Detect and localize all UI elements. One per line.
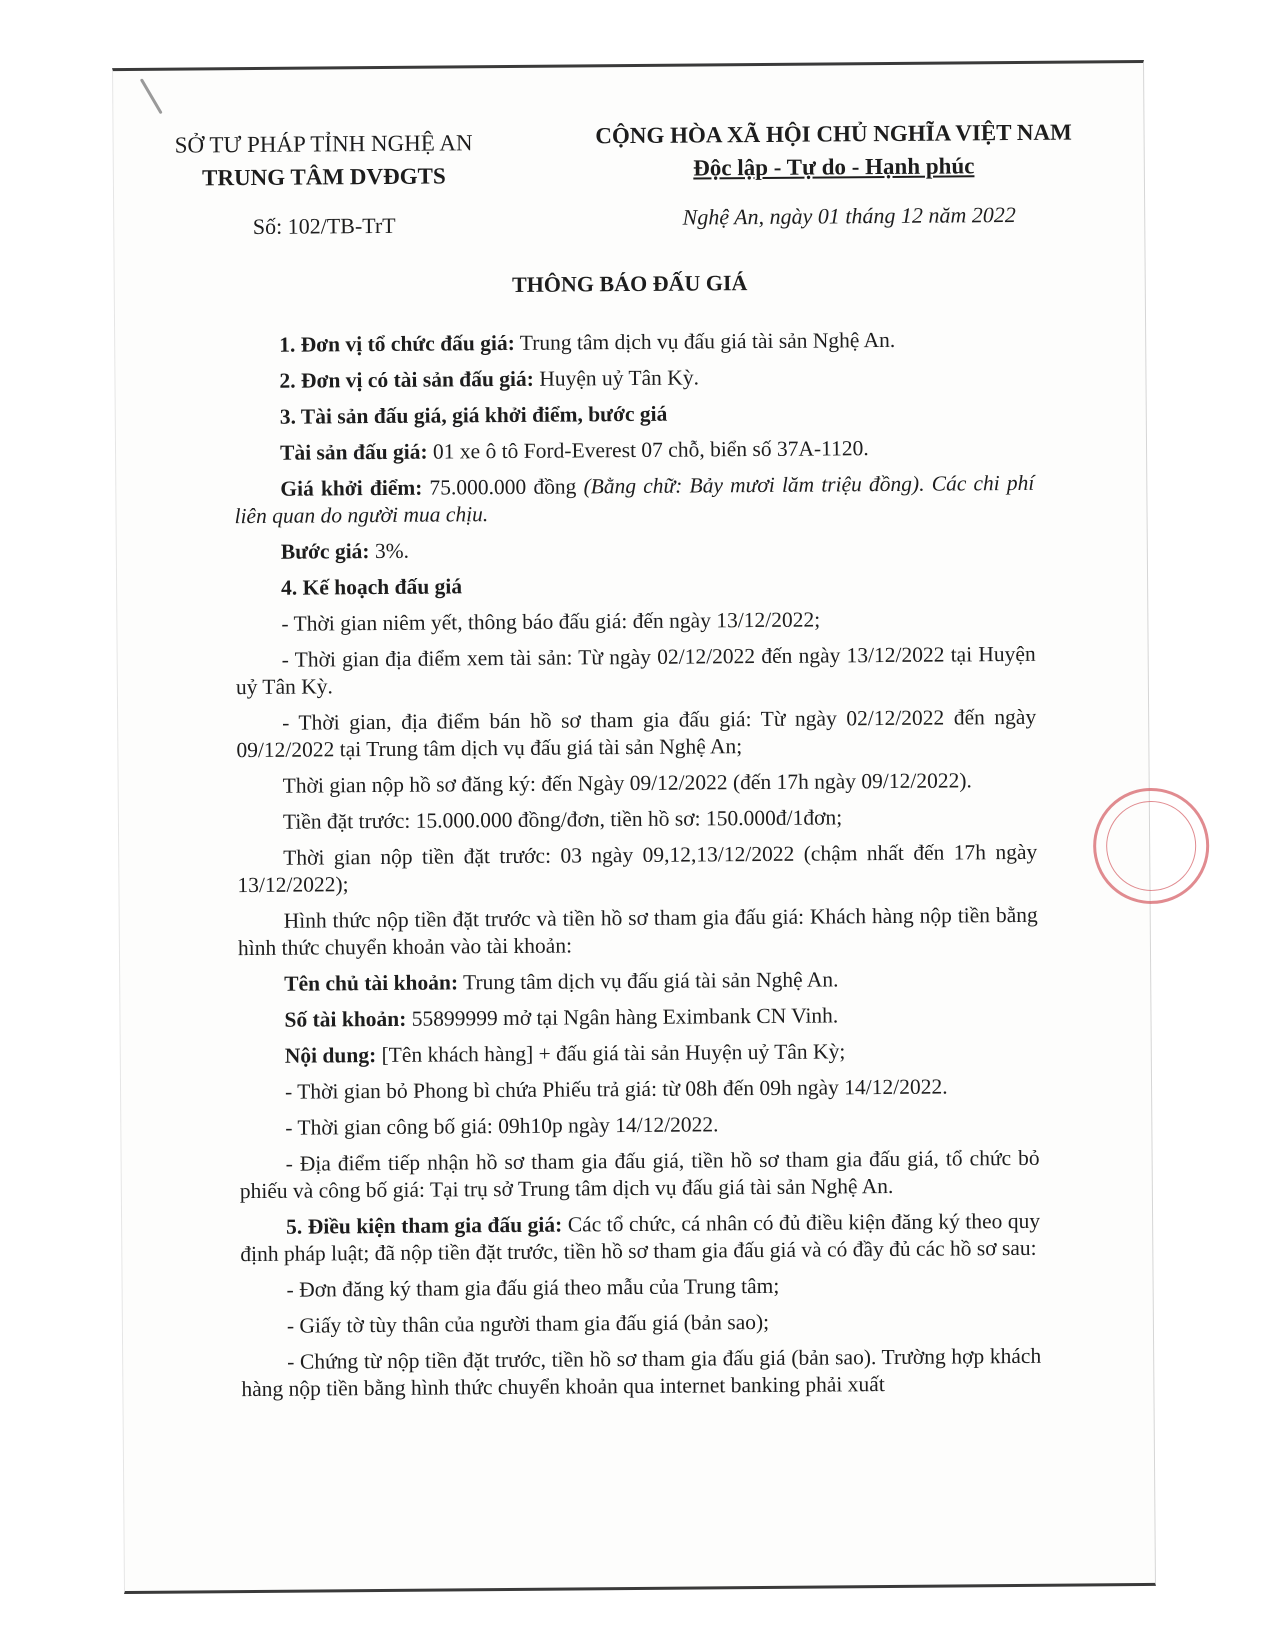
account-name-label: Tên chủ tài khoản:	[284, 970, 459, 996]
section-5-value: Các tổ chức, cá nhân có đủ điều kiện đăng ký theo quy định pháp luật; đã nộp tiền đặt trước, tiền hồ sơ tham gia đấu giá và có đầy đủ các hồ sơ sau:	[240, 1208, 1041, 1267]
section-3-heading	[234, 398, 1034, 431]
requirement-item: - Đơn đăng ký tham gia đấu giá theo mẫu của Trung tâm;	[286, 1273, 780, 1302]
transfer-content-line	[239, 1037, 1039, 1070]
section-5	[240, 1208, 1040, 1268]
plan-item: - Thời gian địa điểm xem tài sản: Từ ngày 02/12/2022 đến ngày 13/12/2022 tại Huyện uỷ Tân Kỳ.	[235, 641, 1036, 700]
section-2	[233, 362, 1033, 395]
price-step-line	[235, 533, 1035, 566]
starting-price-note: (Bằng chữ: Bảy mươi lăm triệu đồng). Các chi phí liên quan do người mua chịu.	[234, 470, 1035, 529]
account-number-label: Số tài khoản:	[284, 1006, 407, 1032]
reference-number: Số: 102/TB-TrT	[252, 212, 396, 239]
place-and-date: Nghệ An, ngày 01 tháng 12 năm 2022	[682, 201, 1016, 230]
org-line-1: SỞ TƯ PHÁP TỈNH NGHỆ AN	[174, 130, 473, 158]
asset-line	[234, 434, 1034, 467]
section-1	[233, 326, 1033, 359]
plan-item: Thời gian nộp tiền đặt trước: 03 ngày 09,12,13/12/2022 (chậm nhất đến 17h ngày 13/12/2022);	[237, 839, 1038, 898]
requirement-item: - Giấy tờ tùy thân của người tham gia đấu giá (bản sao);	[286, 1309, 770, 1338]
account-name-line	[238, 965, 1038, 998]
document-page	[112, 60, 1156, 1594]
section-4-heading	[235, 569, 1035, 602]
national-heading	[553, 115, 1114, 185]
asset-value: 01 xe ô tô Ford-Everest 07 chỗ, biển số 37A-1120.	[427, 436, 869, 464]
plan-item: - Thời gian bỏ Phong bì chứa Phiếu trả giá: từ 08h đến 09h ngày 14/12/2022.	[284, 1074, 948, 1104]
plan-item: - Địa điểm tiếp nhận hồ sơ tham gia đấu giá, tiền hồ sơ tham gia đấu giá, tổ chức bỏ phiếu và công bố giá: Tại trụ sở Trung tâm dịch vụ đấu giá tài sản Nghệ An.	[239, 1145, 1040, 1204]
account-name-value: Trung tâm dịch vụ đấu giá tài sản Nghệ An.	[457, 967, 839, 995]
plan-item: - Thời gian công bố giá: 09h10p ngày 14/12/2022.	[285, 1112, 719, 1140]
price-step-label: Bước giá:	[280, 539, 370, 564]
plan-item: Tiền đặt trước: 15.000.000 đồng/đơn, tiền hồ sơ: 150.000đ/1đơn;	[282, 805, 843, 834]
plan-item: - Thời gian niêm yết, thông báo đấu giá: đến ngày 13/12/2022;	[281, 607, 821, 636]
account-number-value: 55899999 mở tại Ngân hàng Eximbank CN Vinh.	[406, 1003, 839, 1031]
section-4-label: 4. Kế hoạch đấu giá	[281, 574, 463, 600]
transfer-content-value: [Tên khách hàng] + đấu giá tài sản Huyện uỷ Tân Kỳ;	[376, 1039, 846, 1068]
transfer-content-label: Nội dung:	[284, 1043, 377, 1068]
org-line-2: TRUNG TÂM DVĐGTS	[201, 163, 446, 191]
document-title: THÔNG BÁO ĐẤU GIÁ	[511, 270, 748, 297]
section-5-label: 5. Điều kiện tham gia đấu giá:	[286, 1212, 563, 1239]
starting-price-line	[234, 470, 1034, 530]
section-2-value: Huyện uỷ Tân Kỳ.	[533, 365, 700, 391]
starting-price-value: 75.000.000 đồng	[422, 474, 584, 500]
section-3-label: 3. Tài sản đấu giá, giá khởi điểm, bước giá	[279, 401, 668, 429]
section-1-label: 1. Đơn vị tổ chức đấu giá:	[279, 330, 515, 357]
red-seal-stamp	[1093, 787, 1210, 904]
motto	[554, 148, 1114, 185]
section-2-label: 2. Đơn vị có tài sản đấu giá:	[279, 366, 534, 393]
asset-label: Tài sản đấu giá:	[279, 439, 428, 465]
issuing-authority	[144, 126, 505, 195]
plan-item: - Thời gian, địa điểm bán hồ sơ tham gia đấu giá: Từ ngày 02/12/2022 đến ngày 09/12/2022 tại Trung tâm dịch vụ đấu giá tài sản Nghệ An;	[236, 704, 1037, 763]
section-1-value: Trung tâm dịch vụ đấu giá tài sản Nghệ An.	[514, 327, 896, 355]
motto-text: Độc lập - Tự do - Hạnh phúc	[693, 153, 975, 181]
staple-mark	[140, 78, 163, 114]
price-step-value: 3%.	[369, 538, 410, 564]
nation-name: CỘNG HÒA XÃ HỘI CHỦ NGHĨA VIỆT NAM	[595, 119, 1072, 149]
requirement-item: - Chứng từ nộp tiền đặt trước, tiền hồ sơ tham gia đấu giá (bản sao). Trường hợp khách hàng nộp tiền bằng hình thức chuyển khoản qua internet banking phải xuất	[241, 1343, 1042, 1402]
plan-item: Hình thức nộp tiền đặt trước và tiền hồ sơ tham gia đấu giá: Khách hàng nộp tiền bằng hình thức chuyển khoản vào tài khoản:	[237, 902, 1038, 961]
account-number-line	[238, 1001, 1038, 1034]
starting-price-label: Giá khởi điểm:	[280, 475, 423, 501]
plan-item: Thời gian nộp hồ sơ đăng ký: đến Ngày 09/12/2022 (đến 17h ngày 09/12/2022).	[282, 768, 972, 798]
document-body	[233, 326, 1041, 1412]
